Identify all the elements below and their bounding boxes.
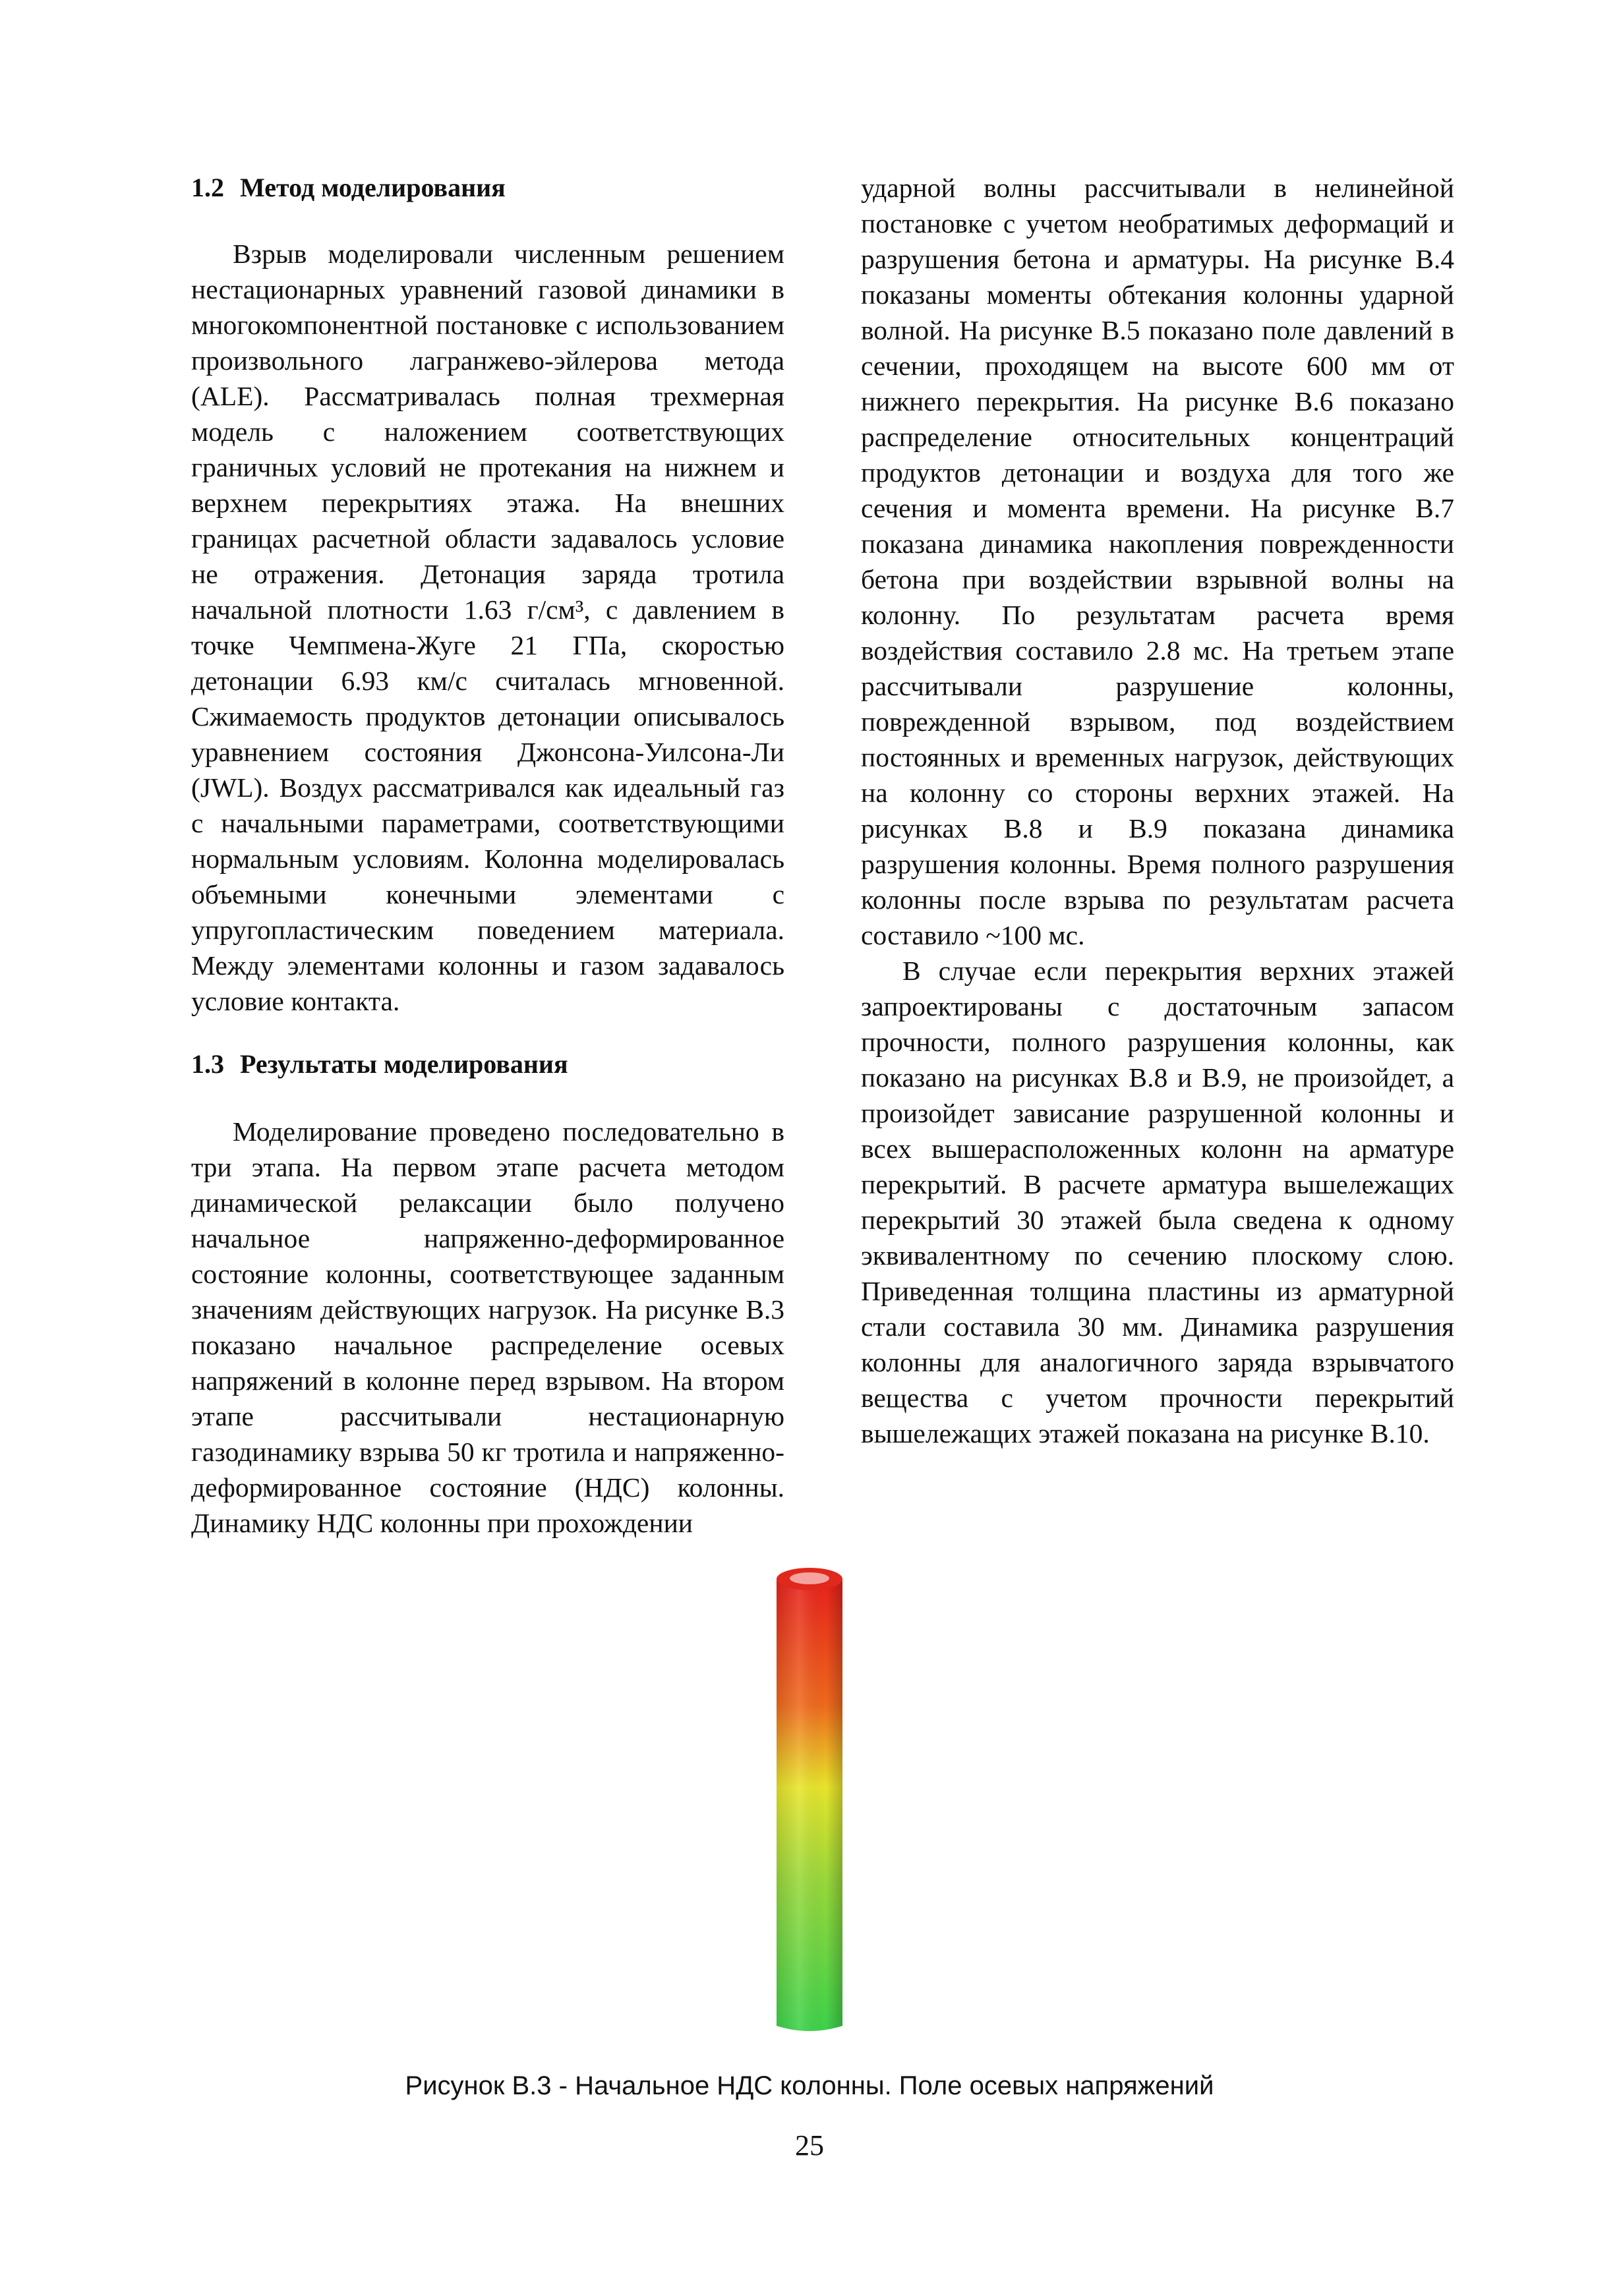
section-number: 1.2 — [191, 173, 224, 202]
column-stress-render — [773, 1564, 846, 2038]
figure-column-stress — [773, 1564, 846, 2038]
column-shading — [777, 1579, 842, 2031]
paragraph: Моделирование проведено последовательно в три этапа. На первом этапе расчета методом динамической релаксации было получено начальное напряженно-деформированное состояние колонны, соответствующее заданным значениям действующих нагрузок. На рисунке В.3 показано начальное распределение осевых напряжений в колонне перед взрывом. На втором этапе рассчитывали нестационарную газодинамику взрыва 50 кг тротила и напряженно-деформированное состояние (НДС) колонны. Динамику НДС колонны при прохождении — [191, 1116, 784, 1538]
paragraph: В случае если перекрытия верхних этажей запроектированы с достаточным запасом прочности, полного разрушения колонны, как показано на рисунках В.8 и В.9, не произойдет, а произойдет зависание разрушенной колонны и всех вышерасположенных колонн на арматуре перекрытий. В расчете арматура вышележащих перекрытий 30 этажей была сведена к одному эквивалентному по сечению плоскому слою. Приведенная толщина пластины из арматурной стали составила 30 мм. Динамика разрушения колонны для аналогичного заряда взрывчатого вещества с учетом прочности перекрытий вышележащих этажей показана на рисунке В.10. — [861, 956, 1454, 1449]
right-column — [861, 170, 1454, 1451]
paragraph: Взрыв моделировали численным решением нестационарных уравнений газовой динамики в многокомпонентной постановке с использованием произвольного лагранжево-эйлерова метода (ALE). Рассматривалась полная трехмерная модель с наложением соответствующих граничных условий не протекания на нижнем и верхнем перекрытиях этажа. На внешних границах расчетной области задавалось условие не отражения. Детонация заряда тротила начальной плотности 1.63 г/см³, с давлением в точке Чемпмена-Жуге 21 ГПа, скоростью детонации 6.93 км/с считалась мгновенной. Сжимаемость продуктов детонации описывалось уравнением состояния Джонсона-Уилсона-Ли (JWL). Воздух рассматривался как идеальный газ с начальными параметрами, соответствующими нормальным условиям. Колонна моделировалась объемными конечными элементами с упругопластическим поведением материала. Между элементами колонны и газом задавалось условие контакта. — [191, 239, 784, 1016]
section-title: Результаты моделирования — [240, 1049, 568, 1079]
column-top-hole — [790, 1572, 829, 1584]
section-heading-method — [191, 170, 784, 206]
section-title: Метод моделирования — [240, 173, 506, 202]
section-number: 1.3 — [191, 1049, 224, 1079]
figure-caption: Рисунок В.3 - Начальное НДС колонны. Поле осевых напряжений — [405, 2071, 1214, 2100]
page-number: 25 — [795, 2129, 824, 2162]
left-column — [191, 170, 784, 1541]
paragraph-continuation: ударной волны рассчитывали в нелинейной постановке с учетом необратимых деформаций и разрушения бетона и арматуры. На рисунке В.4 показаны моменты обтекания колонны ударной волной. На рисунке В.5 показано поле давлений в сечении, проходящем на высоте 600 мм от нижнего перекрытия. На рисунке В.6 показано распределение относительных концентраций продуктов детонации и воздуха для того же сечения и момента времени. На рисунке В.7 показана динамика накопления поврежденности бетона при воздействии взрывной волны на колонну. По результатам расчета время воздействия составило 2.8 мс. На третьем этапе рассчитывали разрушение колонны, поврежденной взрывом, под воздействием постоянных и временных нагрузок, действующих на колонну со стороны верхних этажей. На рисунках В.8 и В.9 показана динамика разрушения колонны. Время полного разрушения колонны после взрыва по результатам расчета составило ~100 мс. — [861, 173, 1454, 950]
section-heading-results — [191, 1047, 784, 1082]
